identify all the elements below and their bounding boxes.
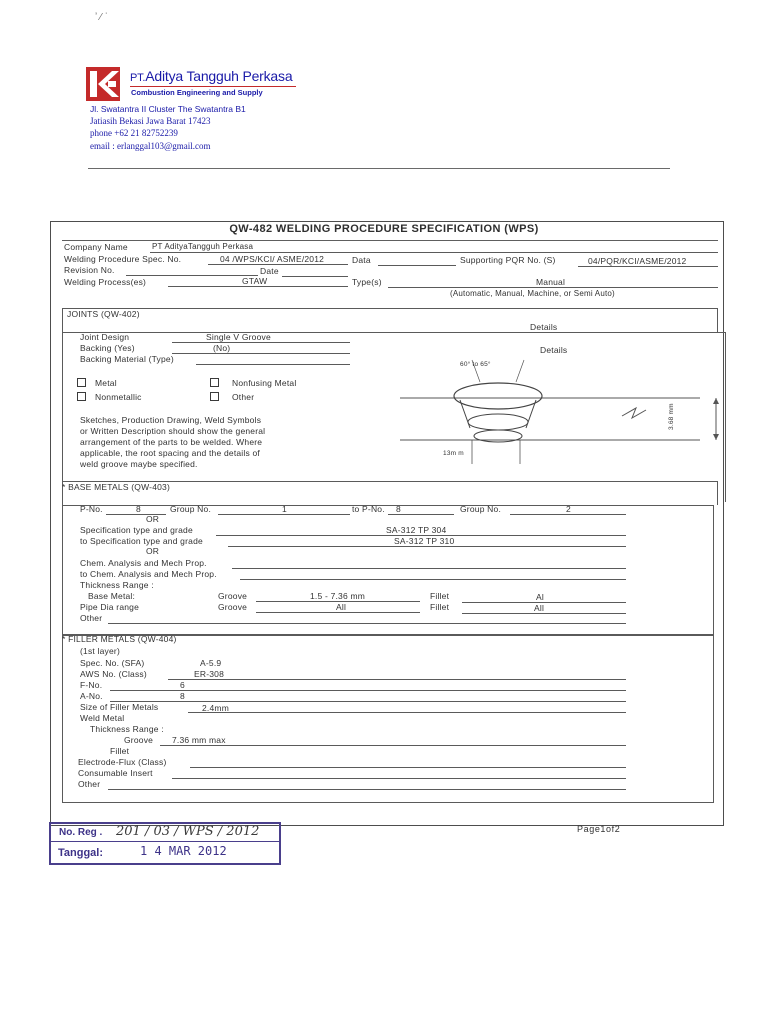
sfa-spec-label: Spec. No. (SFA) (80, 658, 145, 668)
stamp-divider (49, 841, 281, 842)
date2-line (282, 276, 348, 277)
layer-label: (1st layer) (80, 646, 120, 656)
nonfusing-metal-label: Nonfusing Metal (232, 378, 297, 388)
weld-metal-label: Weld Metal (80, 713, 125, 723)
address-line-1: Jl. Swatantra II Cluster The Swatantra B1 (90, 104, 246, 114)
joints-note-line: applicable, the root spacing and the details of (80, 448, 260, 458)
metal-label: Metal (95, 378, 117, 388)
pno-value: 8 (136, 504, 141, 514)
or-label: OR (146, 514, 160, 524)
types-note: (Automatic, Manual, Machine, or Semi Auto) (450, 289, 615, 298)
ano-line (110, 701, 626, 702)
chem-analysis-label: Chem. Analysis and Mech Prop. (80, 558, 207, 568)
welding-process-label: Welding Process(es) (64, 277, 147, 287)
aws-label: AWS No. (Class) (80, 669, 147, 679)
electrode-flux-label: Electrode-Flux (Class) (78, 757, 167, 767)
stamp-reg-handwritten: 201 / 03 / WPS / 2012 (116, 824, 260, 839)
backing-value: (No) (213, 343, 231, 353)
joints-note-line: or Written Description should show the general (80, 426, 266, 436)
email-line: email : erlanggal103@gmail.com (90, 141, 211, 151)
base-groove-value: 1.5 - 7.36 mm (310, 591, 366, 601)
base-metal-label: Base Metal: (88, 591, 136, 601)
date-label: Data (352, 255, 371, 265)
filler-size-value: 2.4mm (202, 703, 229, 713)
base-metals-section-title: * BASE METALS (QW-403) (62, 482, 171, 492)
backing-line (172, 353, 350, 354)
company-subtitle: Combustion Engineering and Supply (131, 88, 263, 97)
nonmetallic-checkbox[interactable] (77, 392, 86, 401)
group2-line (510, 514, 626, 515)
phone-line: phone +62 21 82752239 (90, 128, 178, 138)
date2-label: Date (260, 266, 279, 276)
to-spec-line (228, 546, 626, 547)
filler-other-label: Other (78, 779, 101, 789)
filler-metals-section-title: * FILLER METALS (QW-404) (62, 634, 177, 644)
joint-design-value: Single V Groove (206, 332, 271, 342)
types-line (388, 287, 718, 288)
ano-label: A-No. (80, 691, 103, 701)
to-chem-analysis-label: to Chem. Analysis and Mech Prop. (80, 569, 217, 579)
aws-line (168, 679, 626, 680)
company-name-label: Company Name (64, 242, 128, 252)
fno-value: 6 (180, 680, 185, 690)
backing-label: Backing (Yes) (80, 343, 135, 353)
to-pno-value: 8 (396, 504, 401, 514)
welding-process-line (168, 286, 348, 287)
filler-size-label: Size of Filler Metals (80, 702, 159, 712)
revision-line (126, 275, 258, 276)
margin-scribble: ʼ ⁄ ˈ (95, 12, 108, 23)
pipe-groove-line (256, 612, 420, 613)
pipe-groove-value: All (336, 602, 347, 612)
joints-section-title: JOINTS (QW-402) (67, 309, 140, 319)
other-label: Other (232, 392, 255, 402)
backing-material-line (196, 364, 350, 365)
to-pno-line (388, 514, 454, 515)
page-number: Page1of2 (577, 824, 621, 834)
types-label: Type(s) (352, 277, 382, 287)
joint-design-line (172, 342, 350, 343)
nonmetallic-label: Nonmetallic (95, 392, 142, 402)
thickness-range-label: Thickness Range : (80, 580, 154, 590)
nonfusing-metal-checkbox[interactable] (210, 378, 219, 387)
types-value: Manual (536, 277, 566, 287)
form-title: QW-482 WELDING PROCEDURE SPECIFICATION (WPS) (229, 223, 539, 235)
to-spec-label: to Specification type and grade (80, 536, 203, 546)
joints-note-line: Sketches, Production Drawing, Weld Symbols (80, 415, 262, 425)
filler-groove-line (160, 745, 626, 746)
spec-value: SA-312 TP 304 (386, 525, 447, 535)
letterhead-divider (88, 168, 670, 169)
pipe-dia-label: Pipe Dia range (80, 602, 140, 612)
to-pno-label: to P-No. (352, 504, 385, 514)
title-divider (62, 240, 718, 241)
sfa-spec-value: A-5.9 (200, 658, 222, 668)
sketch-gap-label: 13m m (443, 450, 464, 457)
base-groove-label: Groove (218, 591, 248, 601)
base-other-line (108, 623, 626, 624)
spec-label: Specification type and grade (80, 525, 193, 535)
filler-fillet-label: Fillet (110, 746, 130, 756)
sketch-angle-label: 60° to 65° (460, 361, 491, 368)
date-line (378, 265, 456, 266)
aws-value: ER-308 (194, 669, 225, 679)
filler-groove-value: 7.36 mm max (172, 735, 226, 745)
pipe-groove-label: Groove (218, 602, 248, 612)
ano-value: 8 (180, 691, 185, 701)
pipe-fillet-value: All (534, 603, 545, 613)
filler-size-line (188, 712, 626, 713)
address-line-2: Jatiasih Bekasi Jawa Barat 17423 (90, 116, 211, 126)
backing-material-label: Backing Material (Type) (80, 354, 174, 364)
chem-analysis-line (232, 568, 626, 569)
fno-label: F-No. (80, 680, 103, 690)
pqr-number-value: 04/PQR/KCI/ASME/2012 (588, 256, 687, 266)
company-name-value: PT AdityaTangguh Perkasa (152, 242, 254, 251)
filler-other-line (108, 789, 626, 790)
pno-label: P-No. (80, 504, 103, 514)
joints-details-2: Details (540, 345, 568, 355)
welding-process-value: GTAW (242, 276, 268, 286)
metal-checkbox[interactable] (77, 378, 86, 387)
joints-note-line: weld groove maybe specified. (80, 459, 198, 469)
pqr-number-line (578, 266, 718, 267)
to-spec-value: SA-312 TP 310 (394, 536, 455, 546)
to-chem-analysis-line (240, 579, 626, 580)
stamp-date-label: Tanggal: (58, 847, 104, 859)
wps-number-value: 04 /WPS/KCI/ ASME/2012 (220, 254, 325, 264)
stamp-date-value: 1 4 MAR 2012 (140, 844, 227, 858)
joint-design-label: Joint Design (80, 332, 130, 342)
consumable-insert-label: Consumable Insert (78, 768, 153, 778)
filler-thickness-label: Thickness Range : (90, 724, 164, 734)
joints-note-line: arrangement of the parts to be welded. Where (80, 437, 263, 447)
pipe-fillet-line (462, 613, 626, 614)
sketch-thickness-label: 3.68 mm (668, 403, 675, 430)
wps-number-label: Welding Procedure Spec. No. (64, 254, 182, 264)
other-checkbox[interactable] (210, 392, 219, 401)
group-value: 1 (282, 504, 287, 514)
group-label: Group No. (170, 504, 212, 514)
revision-label: Revision No. (64, 265, 115, 275)
consumable-insert-line (172, 778, 626, 779)
base-fillet-value: Al (536, 592, 544, 602)
company-name: PT.Aditya Tangguh Perkasa (130, 68, 293, 84)
fno-line (110, 690, 626, 691)
group2-label: Group No. (460, 504, 502, 514)
wps-number-line (208, 264, 348, 265)
filler-groove-label: Groove (124, 735, 154, 745)
group-line (218, 514, 350, 515)
stamp-reg-label: No. Reg . (59, 827, 103, 838)
group2-value: 2 (566, 504, 571, 514)
base-fillet-label: Fillet (430, 591, 450, 601)
joints-details-1: Details (530, 322, 558, 332)
kci-logo-icon (86, 67, 120, 101)
or-label: OR (146, 546, 160, 556)
electrode-flux-line (190, 767, 626, 768)
pqr-number-label: Supporting PQR No. (S) (460, 255, 556, 265)
base-other-label: Other (80, 613, 103, 623)
joints-box-top (62, 308, 718, 332)
company-name-line (150, 252, 718, 253)
pipe-fillet-label: Fillet (430, 602, 450, 612)
